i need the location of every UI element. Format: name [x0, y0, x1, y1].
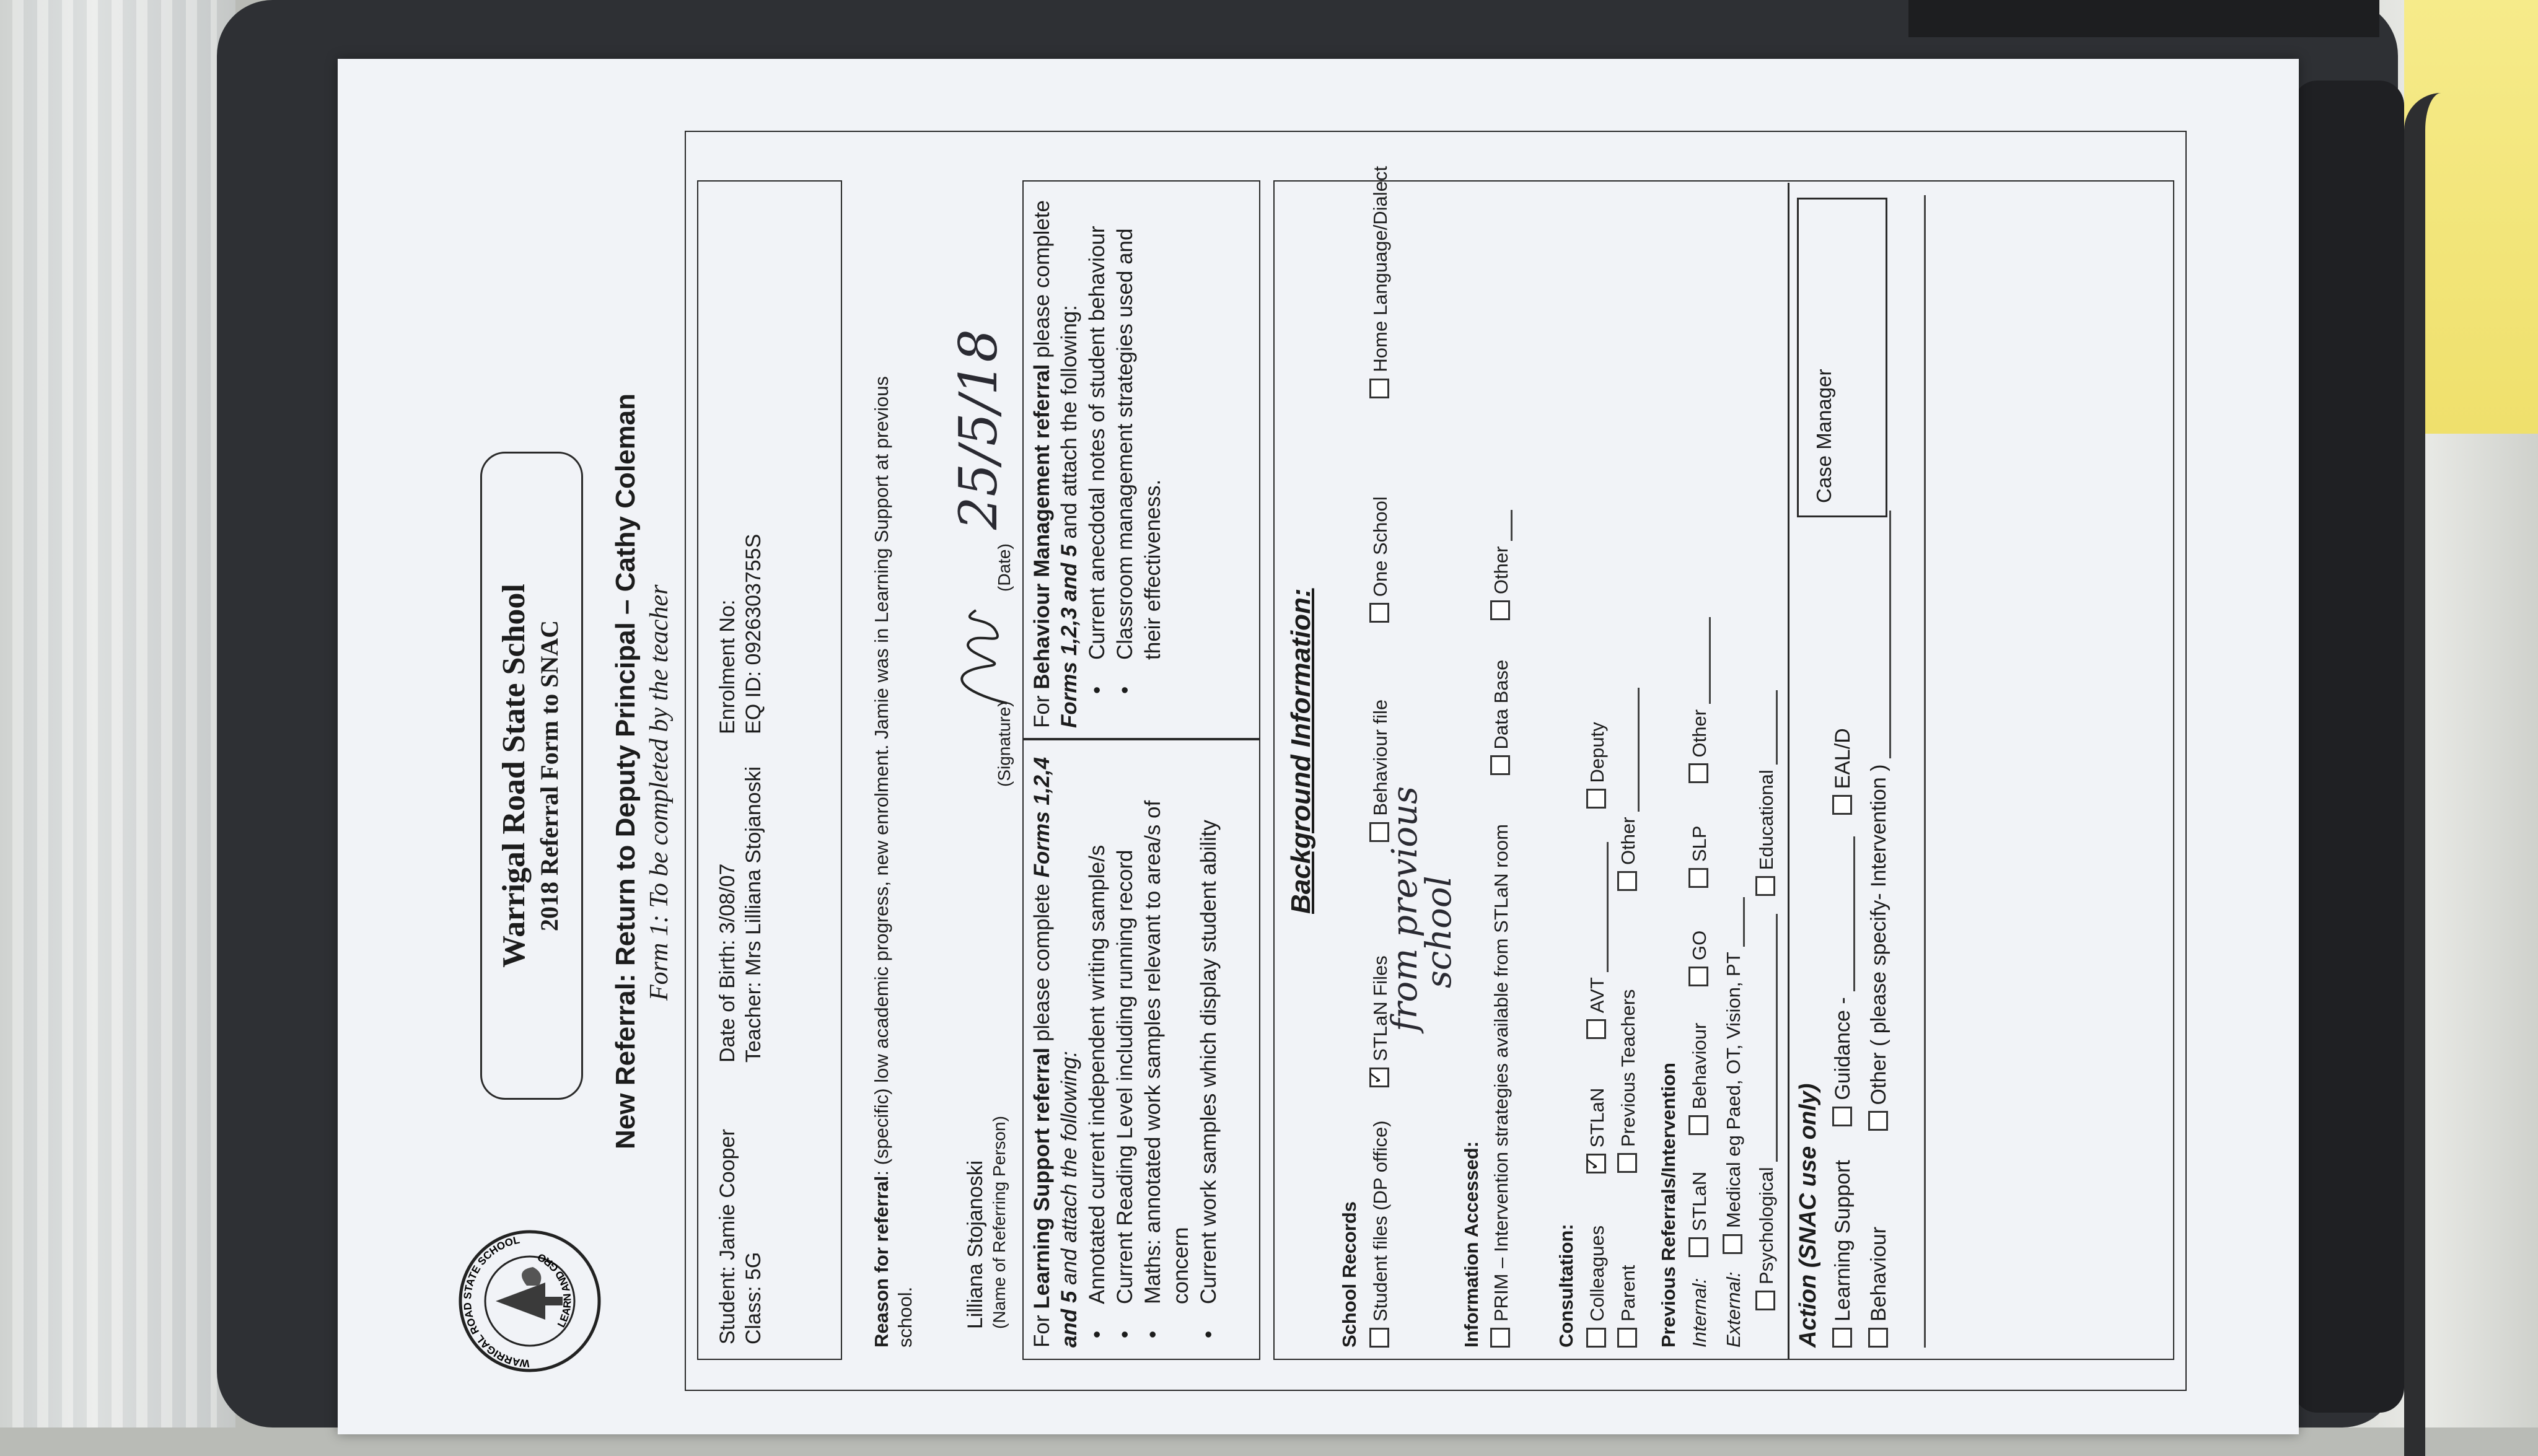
ls-intro-pre: For: [1030, 1309, 1054, 1348]
checkbox-deputy[interactable]: [1586, 722, 1608, 809]
option-label: Learning Support: [1831, 1160, 1855, 1322]
signature-caption: (Signature): [995, 701, 1014, 787]
action-row-2: [1867, 511, 1891, 1348]
bm-intro-mid: please complete: [1030, 200, 1054, 364]
dob-value: 3/08/07: [716, 863, 739, 934]
reason-label: Reason for referral: [871, 1175, 892, 1348]
checkbox-home-language[interactable]: [1369, 166, 1391, 398]
referral-form-sheet: [338, 59, 2299, 1434]
plastic-sleeve: [12, 0, 217, 1427]
checkbox-stlan[interactable]: [1586, 1088, 1608, 1173]
information-accessed-label: Information Accessed:: [1460, 1141, 1482, 1348]
option-label: Deputy: [1586, 722, 1608, 783]
school-records-label: School Records: [1338, 1201, 1360, 1348]
learning-support-section: [1029, 753, 1223, 1348]
enrolment-label: Enrolment No:: [716, 599, 739, 734]
option-label: Educational: [1755, 770, 1777, 871]
option-label: EAL/D: [1831, 728, 1855, 789]
option-label: Behaviour: [1688, 1022, 1710, 1110]
learning-support-list: [1083, 753, 1223, 1348]
option-label: STLaN Files: [1369, 955, 1391, 1061]
checkbox-internal-go[interactable]: [1688, 931, 1710, 986]
bm-intro-post: and attach the following:: [1057, 305, 1081, 545]
option-label: One School: [1369, 496, 1391, 597]
school-logo: [452, 1224, 607, 1379]
option-label: STLaN: [1688, 1171, 1710, 1232]
checkbox-action-other[interactable]: [1867, 511, 1890, 1131]
action-title: Action (SNAC use only): [1795, 1083, 1821, 1348]
referral-form-paper: [338, 59, 2299, 1434]
case-manager-label: Case Manager: [1812, 369, 1835, 503]
action-row-1: [1831, 728, 1855, 1348]
form-instructions: Form 1: To be completed by the teacher: [645, 584, 674, 1001]
student-label: Student:: [716, 1266, 739, 1344]
reason-line-1: [871, 376, 893, 1348]
external-label: External:: [1723, 1271, 1744, 1348]
checkbox-data-base[interactable]: [1490, 660, 1512, 776]
date-value: 25/5/18: [948, 329, 1009, 530]
teacher-value: Mrs Lilliana Stojanoski: [742, 766, 765, 976]
consultation-row-1: [1586, 722, 1609, 1348]
checkbox-action-behaviour[interactable]: [1867, 1227, 1890, 1348]
checkbox-parent[interactable]: [1617, 1265, 1639, 1348]
list-item: • Maths: annotated work samples relevant to area/s of concern: [1139, 753, 1195, 1304]
ls-intro-post: and attach the following:: [1057, 1051, 1081, 1291]
list-item: • Classroom management strategies used and their effectiveness.: [1111, 195, 1167, 660]
background-title: Background Information:: [1286, 588, 1316, 914]
option-label: STLaN: [1586, 1087, 1608, 1148]
list-item: • Current work samples which display student ability: [1195, 753, 1223, 1304]
option-label: GO: [1688, 930, 1710, 961]
behaviour-management-section: [1029, 195, 1167, 728]
checkbox-action-learning-support[interactable]: [1831, 1160, 1855, 1348]
teacher-field: [742, 766, 766, 1063]
school-records-row: [1369, 166, 1392, 1348]
teacher-label: Teacher:: [742, 981, 765, 1063]
action-blank-line: [1924, 195, 1926, 1348]
eqid-value: 0926303755S: [742, 533, 765, 665]
school-crest-icon: [452, 1224, 607, 1379]
handwritten-note-line2: school: [1419, 875, 1459, 988]
behaviour-management-list: [1083, 195, 1167, 728]
consultation-label: Consultation:: [1555, 1224, 1577, 1348]
bm-intro-forms: Forms 1,2,3 and 5: [1057, 545, 1081, 728]
checkbox-info-other[interactable]: [1490, 510, 1512, 620]
handwritten-note-line1: from previous: [1385, 786, 1425, 1032]
case-manager-box: [1797, 198, 1887, 517]
checkbox-internal-stlan[interactable]: [1688, 1172, 1710, 1257]
option-label: Home Language/Dialect: [1369, 165, 1391, 372]
list-item: • Current Reading Level including running record: [1111, 753, 1139, 1304]
external-row-2: [1755, 690, 1778, 1310]
option-label: Guidance -: [1831, 997, 1855, 1100]
student-name: Jamie Cooper: [716, 1129, 739, 1260]
checkbox-colleagues[interactable]: [1586, 1226, 1608, 1348]
checkbox-internal-other[interactable]: [1688, 617, 1710, 783]
option-label: Other: [1617, 817, 1639, 865]
dob-field: [716, 864, 740, 1063]
option-label: Other: [1688, 709, 1710, 758]
option-label: Behaviour file: [1369, 699, 1391, 816]
checkbox-previous-teachers[interactable]: [1617, 989, 1639, 1173]
checkbox-external-psychological[interactable]: [1755, 914, 1777, 1310]
title-box: [480, 452, 583, 1100]
internal-row: [1688, 617, 1711, 1348]
cable: [2404, 93, 2462, 1456]
eqid-field: [742, 534, 766, 734]
behaviour-management-intro: [1029, 195, 1083, 728]
signature-scribble: [933, 604, 1025, 709]
date-caption: (Date): [995, 543, 1014, 592]
option-label: Colleagues: [1586, 1225, 1608, 1322]
ls-intro-mid: please complete: [1030, 877, 1054, 1048]
checkbox-internal-behaviour[interactable]: [1688, 1023, 1710, 1136]
option-label: Other: [1490, 546, 1512, 595]
class-value: 5G: [742, 1252, 765, 1281]
learning-support-intro: [1029, 753, 1083, 1348]
checkbox-consultation-other[interactable]: [1617, 688, 1639, 891]
eqid-label: EQ ID:: [742, 670, 765, 734]
action-divider: [1788, 183, 1789, 1360]
list-item: • Current anecdotal notes of student behaviour: [1083, 195, 1111, 660]
option-label: Parent: [1617, 1265, 1639, 1322]
form-title: New Referral: Return to Deputy Principal – Cathy Coleman: [610, 393, 641, 1149]
school-name: Warrigal Road State School: [496, 584, 532, 968]
dob-label: Date of Birth:: [716, 939, 739, 1063]
checkbox-prim[interactable]: [1490, 824, 1512, 1348]
class-field: [742, 1252, 766, 1344]
option-label: Previous Teachers: [1617, 989, 1639, 1147]
ls-intro-forms: Forms 1,2,4 and 5: [1030, 757, 1081, 1348]
checkbox-student-files[interactable]: [1369, 1120, 1391, 1348]
option-label: Behaviour: [1867, 1226, 1890, 1322]
logo-text-bottom: LEARN AND GRO: [535, 1250, 574, 1330]
enrolment-field: [716, 600, 740, 734]
logo-text-top: WARRIGAL ROAD STATE SCHOOL: [461, 1234, 530, 1370]
reason-text: : (specific) low academic progress, new enrolment. Jamie was in Learning Support at previous: [871, 376, 892, 1176]
bm-intro-bold: Behaviour Management referral: [1030, 364, 1054, 690]
internal-label: Internal:: [1688, 1278, 1710, 1348]
previous-referrals-label: Previous Referrals/Intervention: [1658, 1063, 1679, 1348]
form-subtitle-year: 2018 Referral Form to SNAC: [535, 620, 563, 932]
checkbox-external-medical[interactable]: [1723, 897, 1744, 1254]
option-label: SLP: [1688, 826, 1710, 862]
class-label: Class:: [742, 1286, 765, 1344]
clipboard-clip: [1908, 0, 2379, 37]
option-label: Other ( please specify- Intervention ): [1867, 764, 1890, 1105]
consultation-row-2: [1617, 688, 1640, 1348]
option-label: AVT: [1586, 977, 1608, 1014]
option-label: Psychological: [1755, 1167, 1777, 1284]
information-accessed-row: [1490, 510, 1513, 1348]
referrer-name: Lilliana Stojanoski: [964, 1160, 987, 1329]
student-field: [716, 1129, 740, 1344]
checkbox-avt[interactable]: [1586, 842, 1608, 1039]
checkbox-action-guidance[interactable]: [1831, 836, 1855, 1126]
checkbox-action-eald[interactable]: [1831, 728, 1855, 815]
referrer-caption: (Name of Referring Person): [990, 1116, 1009, 1329]
ls-intro-bold: Learning Support referral: [1030, 1047, 1054, 1309]
option-label: PRIM – Intervention strategies available from STLaN room: [1490, 824, 1512, 1322]
checkbox-internal-slp[interactable]: [1688, 826, 1710, 888]
external-row: [1723, 897, 1745, 1348]
reason-line-2: school.: [894, 1286, 916, 1348]
checkbox-external-educational[interactable]: [1755, 690, 1777, 897]
option-label: Student files (DP office): [1369, 1120, 1391, 1322]
option-label: Medical eg Paed, OT, Vision, PT: [1723, 952, 1744, 1229]
bm-intro-pre: For: [1030, 689, 1054, 728]
clipboard-edge: [2293, 81, 2404, 1413]
checkbox-one-school[interactable]: [1369, 496, 1391, 623]
option-label: Data Base: [1490, 659, 1512, 750]
list-item: • Annotated current independent writing sample/s: [1083, 753, 1111, 1304]
